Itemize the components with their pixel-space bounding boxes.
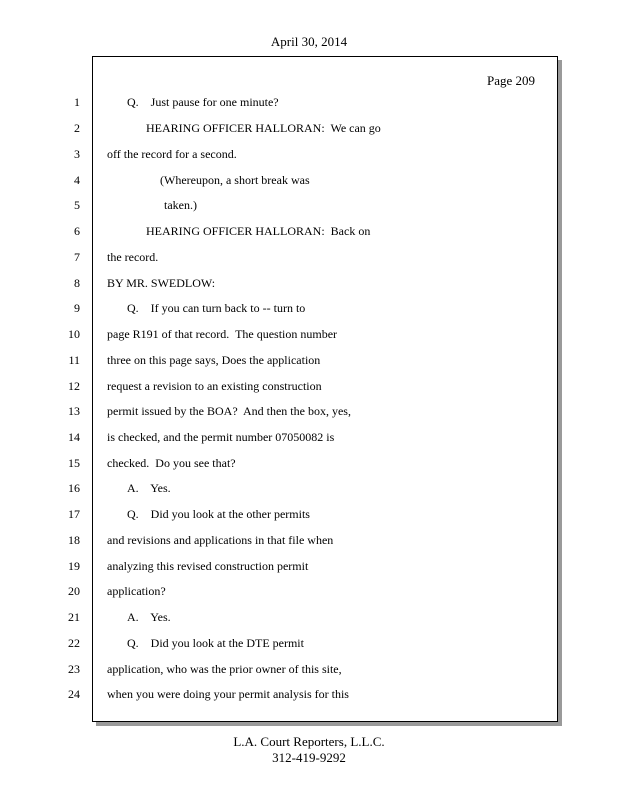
transcript-date: April 30, 2014	[270, 34, 348, 49]
line-number: 15	[68, 456, 80, 470]
line-number: 4	[74, 173, 80, 187]
line-number: 9	[74, 301, 80, 315]
line-number: 19	[68, 559, 80, 573]
line-text: analyzing this revised construction permit	[107, 559, 309, 573]
line-number: 10	[68, 327, 80, 341]
line-text: page R191 of that record. The question number	[107, 327, 338, 341]
footer-phone: 312-419-9292	[272, 750, 346, 765]
line-text: A. Yes.	[127, 481, 171, 495]
line-number: 17	[68, 507, 80, 521]
line-text: and revisions and applications in that file when	[107, 533, 334, 547]
line-text: Q. Did you look at the other permits	[127, 507, 310, 521]
line-text: permit issued by the BOA? And then the box, yes,	[107, 404, 351, 418]
line-text: taken.)	[164, 198, 197, 212]
line-number: 5	[74, 198, 80, 212]
line-text: the record.	[107, 250, 159, 264]
line-number: 18	[68, 533, 80, 547]
line-number: 2	[74, 121, 80, 135]
line-number: 14	[68, 430, 80, 444]
line-number: 24	[68, 687, 80, 701]
line-number: 7	[74, 250, 80, 264]
line-number: 11	[68, 353, 80, 367]
line-text: (Whereupon, a short break was	[160, 173, 310, 187]
page-number: Page 209	[487, 73, 536, 88]
line-number: 13	[68, 404, 80, 418]
line-text: HEARING OFFICER HALLORAN: Back on	[146, 224, 371, 238]
line-text: Q. If you can turn back to -- turn to	[127, 301, 306, 315]
line-number: 16	[68, 481, 80, 495]
line-number: 6	[74, 224, 80, 238]
line-text: Q. Just pause for one minute?	[127, 95, 279, 109]
line-text: request a revision to an existing construction	[107, 379, 322, 393]
line-number: 12	[68, 379, 80, 393]
line-number: 23	[68, 662, 80, 676]
line-text: HEARING OFFICER HALLORAN: We can go	[146, 121, 381, 135]
line-number: 1	[74, 95, 80, 109]
line-text: three on this page says, Does the application	[107, 353, 321, 367]
line-number: 21	[68, 610, 80, 624]
line-text: BY MR. SWEDLOW:	[107, 276, 216, 290]
line-text: application, who was the prior owner of this site,	[107, 662, 342, 676]
line-number: 8	[74, 276, 80, 290]
line-text: when you were doing your permit analysis for this	[107, 687, 349, 701]
line-number: 22	[68, 636, 80, 650]
line-text: is checked, and the permit number 07050082 is	[107, 430, 335, 444]
line-text: off the record for a second.	[107, 147, 237, 161]
line-number: 3	[74, 147, 80, 161]
line-text: A. Yes.	[127, 610, 171, 624]
line-text: application?	[107, 584, 166, 598]
line-number: 20	[68, 584, 80, 598]
line-text: Q. Did you look at the DTE permit	[127, 636, 304, 650]
footer-company: L.A. Court Reporters, L.L.C.	[233, 734, 385, 749]
line-text: checked. Do you see that?	[107, 456, 236, 470]
